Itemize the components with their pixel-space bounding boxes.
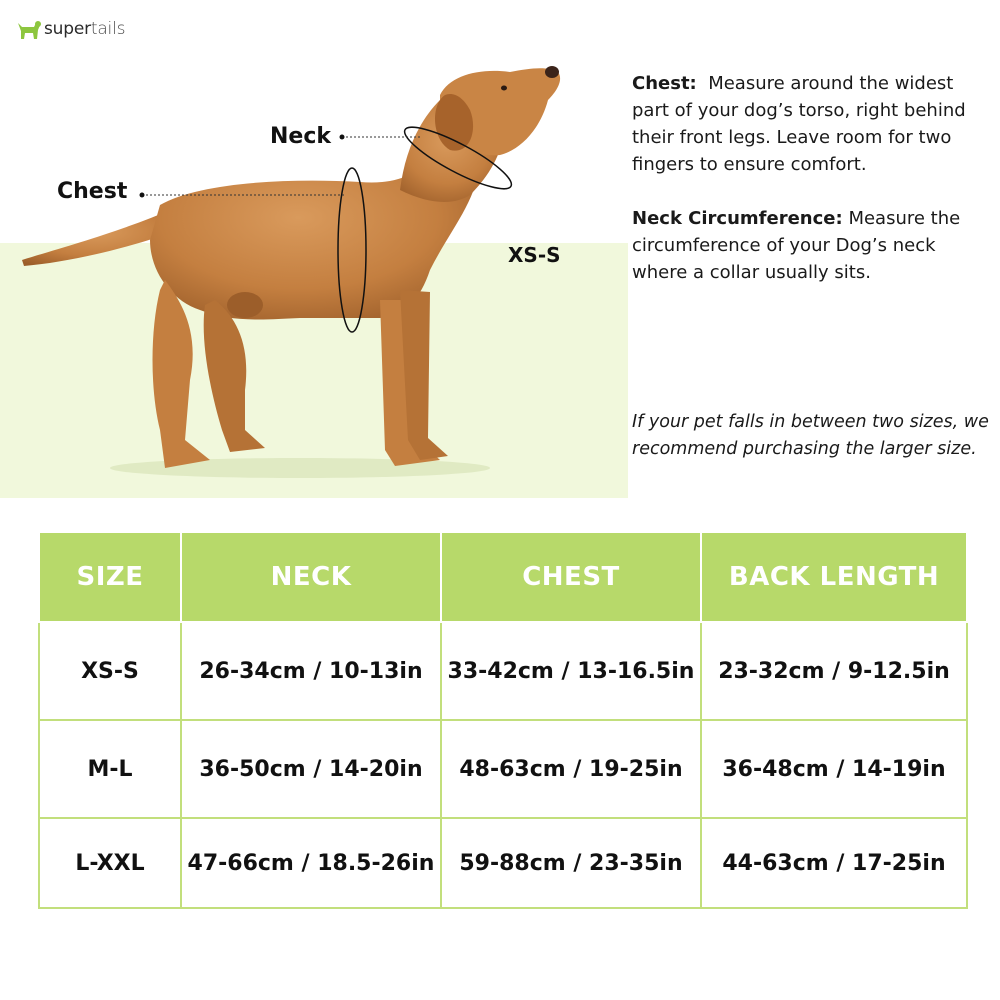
- chest-instruction-text: Measure around the widest part of your dog’s torso, right behind their front legs. Leave room for two fingers to ensure comfort.: [632, 73, 966, 175]
- chest-instruction-heading: Chest:: [632, 73, 697, 94]
- header-neck: NECK: [181, 532, 441, 622]
- header-size: SIZE: [39, 532, 181, 622]
- neck-cell: 36-50cm / 14-20in: [181, 720, 441, 818]
- neck-cell: 47-66cm / 18.5-26in: [181, 818, 441, 908]
- chest-cell: 59-88cm / 23-35in: [441, 818, 701, 908]
- header-back-length: BACK LENGTH: [701, 532, 967, 622]
- chest-cell: 33-42cm / 13-16.5in: [441, 622, 701, 720]
- size-chart-table: [38, 531, 968, 909]
- back-length-cell: 36-48cm / 14-19in: [701, 720, 967, 818]
- size-tag: XS-S: [508, 243, 561, 267]
- size-cell: M-L: [39, 720, 181, 818]
- neck-instruction-heading: Neck Circumference:: [632, 208, 843, 229]
- back-length-cell: 44-63cm / 17-25in: [701, 818, 967, 908]
- chest-instruction: [632, 70, 992, 178]
- size-cell: XS-S: [39, 622, 181, 720]
- table-row: [39, 818, 967, 908]
- size-cell: L-XXL: [39, 818, 181, 908]
- brand-logo[interactable]: [16, 12, 125, 46]
- brand-name: supertails: [44, 19, 126, 39]
- dog-icon: [16, 17, 42, 41]
- dog-illustration: [0, 50, 640, 500]
- chest-cell: 48-63cm / 19-25in: [441, 720, 701, 818]
- table-header-row: [39, 532, 967, 622]
- neck-instruction-text: Measure the circumference of your Dog’s neck where a collar usually sits.: [632, 208, 961, 283]
- sizing-note: If your pet falls in between two sizes, we recommend purchasing the larger size.: [632, 412, 989, 459]
- neck-cell: 26-34cm / 10-13in: [181, 622, 441, 720]
- back-length-cell: 23-32cm / 9-12.5in: [701, 622, 967, 720]
- neck-measure-label: Neck: [270, 124, 332, 149]
- chest-measure-label: Chest: [57, 179, 128, 204]
- table-row: [39, 622, 967, 720]
- neck-instruction: [632, 205, 992, 286]
- header-chest: CHEST: [441, 532, 701, 622]
- table-row: [39, 720, 967, 818]
